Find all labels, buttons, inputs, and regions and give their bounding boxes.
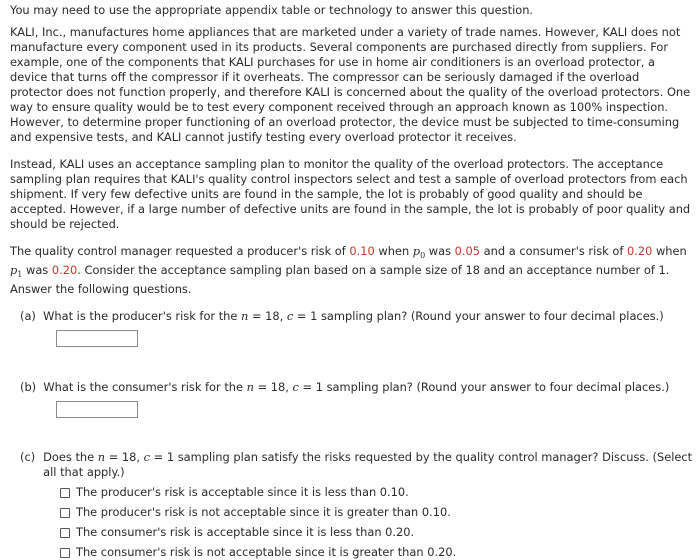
question-a bbox=[20, 309, 694, 347]
question-a-text: (a) What is the producer's risk for the n = 18, c = 1 sampling plan? (Round your answer to four decimal places.) bbox=[20, 309, 664, 323]
producer-risk-answer-input[interactable] bbox=[56, 330, 138, 347]
question-c-label: (c) bbox=[20, 450, 36, 464]
question-b bbox=[20, 380, 694, 418]
question-b-text: (b) What is the consumer's risk for the n = 18, c = 1 sampling plan? (Round your answer to four decimal places.) bbox=[20, 380, 670, 394]
option-label: The producer's risk is not acceptable since it is greater than 0.10. bbox=[76, 505, 451, 519]
intro-prefix: You may need to use the appropriate bbox=[10, 3, 225, 17]
question-a-label: (a) bbox=[20, 309, 36, 323]
checkbox-icon[interactable] bbox=[60, 548, 70, 558]
option-label: The consumer's risk is acceptable since it is less than 0.20. bbox=[76, 525, 415, 539]
risk-text-6: was bbox=[22, 263, 52, 277]
question-c bbox=[20, 450, 694, 560]
checkbox-icon[interactable] bbox=[60, 508, 70, 518]
option-label: The producer's risk is acceptable since it is less than 0.10. bbox=[76, 485, 409, 499]
question-b-label: (b) bbox=[20, 380, 37, 394]
question-c-options bbox=[60, 485, 694, 560]
checkbox-icon[interactable] bbox=[60, 528, 70, 538]
checkbox-icon[interactable] bbox=[60, 488, 70, 498]
p0-value: 0.05 bbox=[454, 244, 481, 258]
consumer-risk-value: 0.20 bbox=[627, 244, 653, 258]
p0-symbol: $p_0$ bbox=[412, 244, 426, 260]
risk-text-7: . Consider the acceptance sampling plan based on a sample size of 18 and an acceptance number of 1. Answer the following questions. bbox=[10, 263, 670, 296]
intro-line bbox=[10, 3, 694, 18]
question-c-text: (c) Does the n = 18, c = 1 sampling plan satisfy the risks requested by the quality control manager? Discuss. (Select all that apply.) bbox=[20, 450, 693, 479]
option-consumer-acceptable[interactable] bbox=[60, 525, 694, 540]
risk-text-4: and a consumer's risk of bbox=[480, 244, 627, 258]
intro-suffix: or technology to answer this question. bbox=[310, 3, 534, 17]
p1-value: 0.20 bbox=[51, 263, 78, 277]
option-label: The consumer's risk is not acceptable since it is greater than 0.20. bbox=[76, 545, 457, 559]
consumer-risk-answer-input[interactable] bbox=[56, 401, 138, 418]
risk-text-2: when bbox=[374, 244, 413, 258]
option-consumer-not-acceptable[interactable] bbox=[60, 545, 694, 560]
option-producer-not-acceptable[interactable] bbox=[60, 505, 694, 520]
appendix-table-link[interactable]: appendix table bbox=[224, 3, 311, 17]
risk-text-3: was bbox=[425, 244, 455, 258]
p1-symbol: $p_1$ bbox=[10, 263, 23, 279]
option-producer-acceptable[interactable] bbox=[60, 485, 694, 500]
paragraph-background: KALI, Inc., manufactures home appliances that are marketed under a variety of trade names. However, KALI does not manufacture every component used in its products. Several components are purchased directly from suppliers. For example, one of the components that KALI purchases for use in home air conditioners is an overload protector, a device that turns off the compressor if it overheats. The compressor can be seriously damaged if the overload protector does not function properly, and therefore KALI is concerned about the quality of the overload protectors. One way to ensure quality would be to test every component received through an approach known as 100% inspection. However, to determine proper functioning of an overload protector, the device must be subjected to time-consuming and expensive tests, and KALI cannot justify testing every overload protector it receives. bbox=[10, 25, 691, 144]
paragraph-sampling-plan: Instead, KALI uses an acceptance sampling plan to monitor the quality of the overload protectors. The acceptance sampling plan requires that KALI's quality control inspectors select and test a sample of overload protectors from each shipment. If very few defective units are found in the sample, the lot is probably of good quality and should be accepted. However, if a large number of defective units are found in the sample, the lot is probably of poor quality and should be rejected. bbox=[10, 157, 691, 231]
paragraph-risk-request bbox=[10, 244, 694, 297]
risk-text-5: when bbox=[652, 244, 687, 258]
risk-text-1: The quality control manager requested a producer's risk of bbox=[10, 244, 350, 258]
producer-risk-value: 0.10 bbox=[349, 244, 375, 258]
